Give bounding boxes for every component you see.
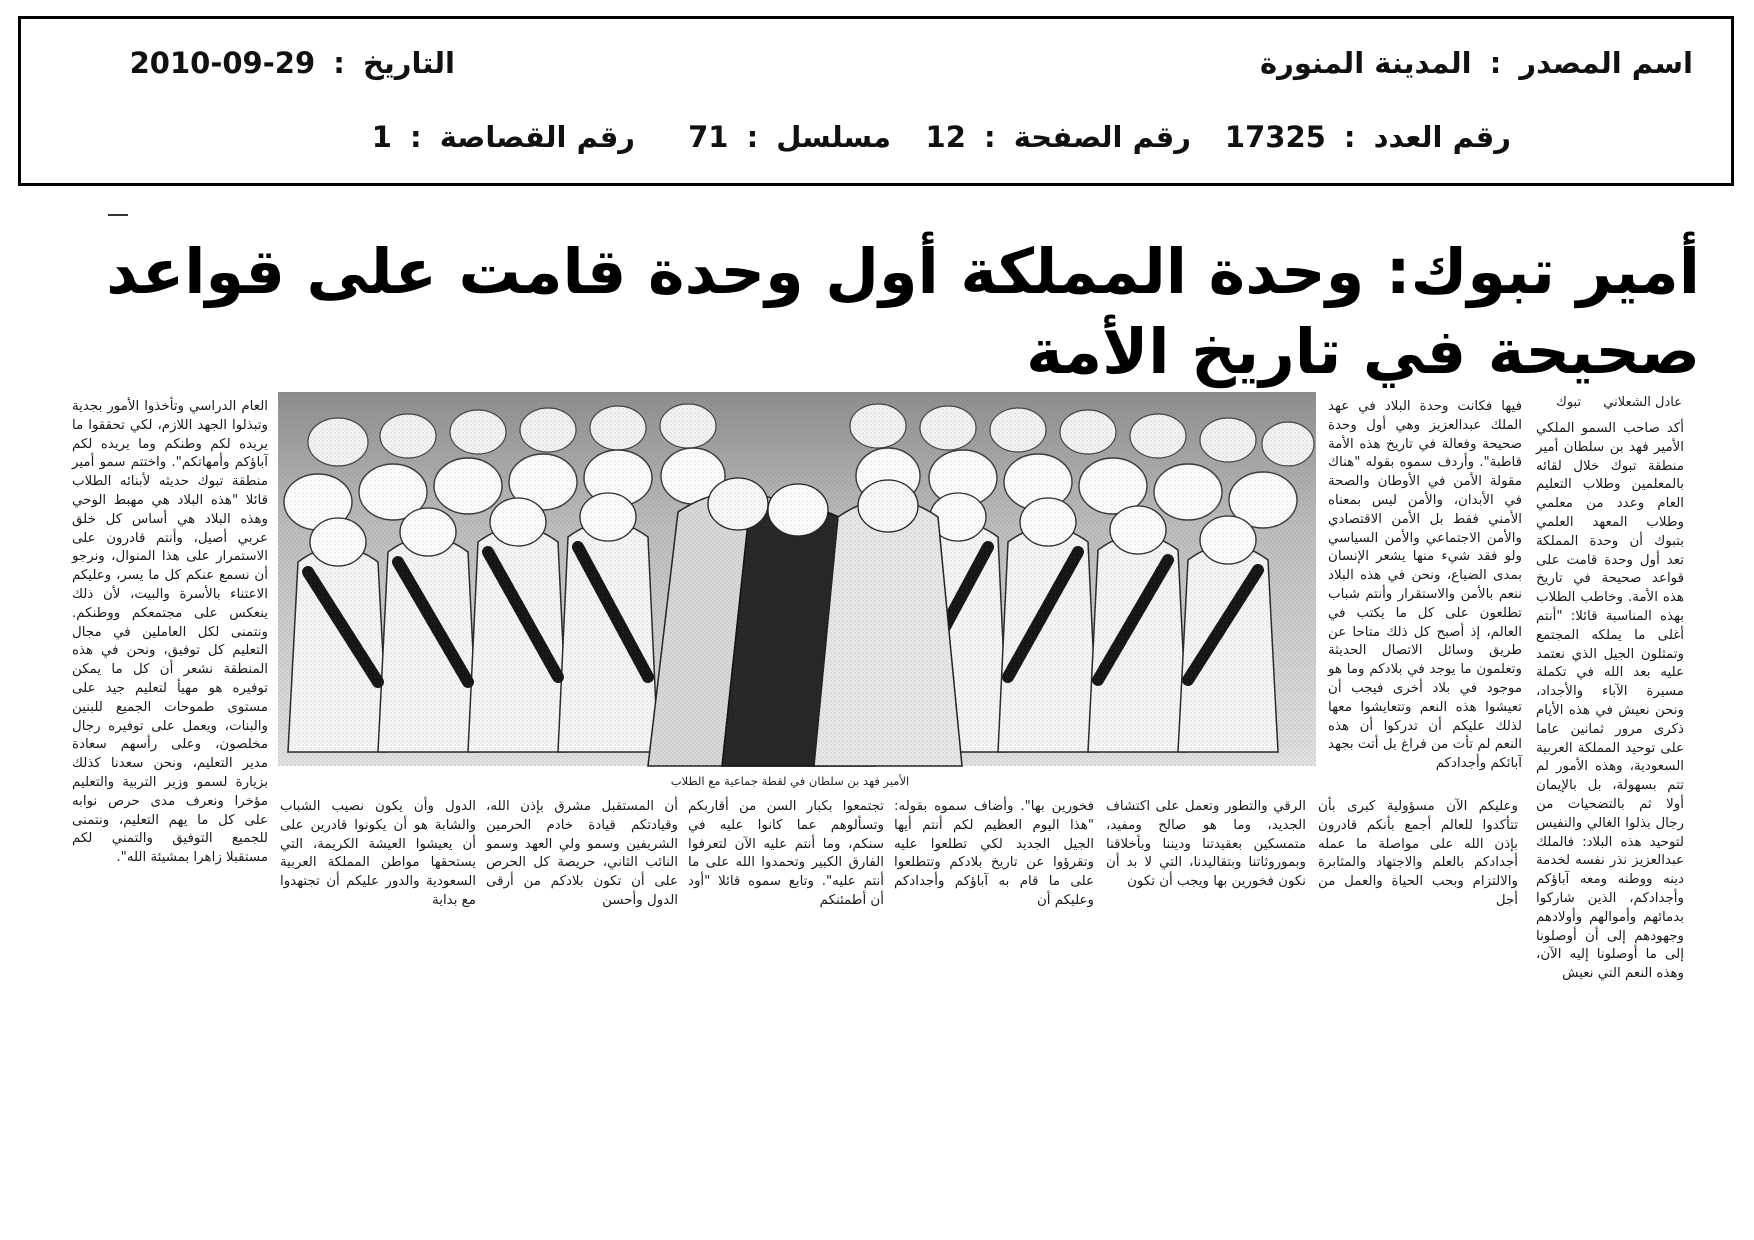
date-value: 2010-09-29: [129, 46, 316, 80]
column-text: العام الدراسي وتأخذوا الأمور بجدية وتبذلوا الجهد اللازم، لكي تحققوا ما يريده لكم وطنكم وما يريده لكم آباؤكم وأمهاتكم". واختتم سمو أمير منطقة تبوك حديثه لأبنائه الطلاب قائلا "هذه البلاد هي مهبط الوحي وهذه البلاد هي أساس كل خلق عربي أصيل، وأنتم قادرون على الاستمرار على هذا المنوال، ونرجو أن نسمع عنكم كل ما يسر، وعليكم الاعتناء بالأسرة والبيت، لأن ذلك ينعكس على مجتمعكم ووطنكم. ونتمنى لكل العاملين في مجال التعليم كل توفيق، ونحن في هذه المنطقة نشعر أن كل ما يمكن توفيره هو مهيأ لتعليم جيد على مستوى طموحات الجميع للبنين والبنات، ويعمل على توفيره رجال مخلصون، وعلى رأسهم سعادة مدير التعليم، ونحن سعدنا كذلك بزيارة لسمو وزير التربية والتعليم مؤخرا ونعرف مدى حرص نوابه على كل ما يهم التعليم، ونتمنى للجميع التوفيق والتمني لكم مستقبلا زاهرا بمشيئة الله".: [72, 399, 268, 866]
serial-value: 71: [688, 120, 729, 154]
article-column-1: [1536, 420, 1684, 982]
clip-separator: :: [409, 120, 422, 154]
clipping-metadata-box: [18, 16, 1734, 186]
article-column-3: [72, 398, 268, 896]
source-field: [1260, 43, 1693, 83]
bottom-column-1: [1318, 798, 1518, 908]
column-text: الرقي والتطور وتعمل على اكتشاف الجديد، وما هو صالح ومفيد، متمسكين بعقيدتنا وديننا وبأخلاقنا وبموروثاتنا وبتقاليدنا، التي لا بد أن نكون فخورين بها ويجب أن تكون: [1106, 799, 1306, 890]
source-label: اسم المصدر: [1519, 46, 1693, 80]
page-field: [926, 117, 1191, 157]
page-label: رقم الصفحة: [1013, 120, 1191, 154]
page-separator: :: [983, 120, 996, 154]
column-text: تجتمعوا بكبار السن من أقاربكم وتسألوهم عما كانوا عليه في سنكم، وما أنتم عليه الآن لتعرفوا الفارق الكبير وتحمدوا الله على ما أنتم عليه". وتابع سموه قائلا "أود أن أطمئنكم: [688, 799, 884, 908]
article-column-2: [1328, 398, 1522, 784]
bottom-column-4: [688, 798, 884, 908]
clip-label: رقم القصاصة: [439, 120, 635, 154]
column-text: الدول وأن يكون نصيب الشباب والشابة هو أن يكونوا قادرين على أن يعيشوا العيشة الكريمة، التي يستحقها مواطن المملكة العربية السعودية والدور عليكم أن تجتهدوا مع بداية: [280, 799, 476, 908]
serial-field: [688, 117, 891, 157]
serial-separator: :: [746, 120, 759, 154]
clip-field: [372, 117, 635, 157]
scan-mark: [108, 214, 128, 216]
serial-label: مسلسل: [776, 120, 891, 154]
photo-caption: الأمير فهد بن سلطان في لقطة جماعية مع الطلاب: [670, 774, 910, 788]
column-text: فخورين بها". وأضاف سموه بقوله: "هذا اليوم العظيم لكم أنتم أيها الجيل الجديد لكي تطلعوا عليه وتقرؤوا عن تاريخ بلادكم وتتطلعوا على ما قام به آباؤكم وأجدادكم وعليكم أن: [894, 799, 1094, 908]
clip-value: 1: [371, 120, 392, 154]
headline-line-2: صحيحة في تاريخ الأمة: [1026, 315, 1700, 388]
group-photo-image: [278, 392, 1316, 766]
issue-value: 17325: [1224, 120, 1326, 154]
page-value: 12: [925, 120, 966, 154]
date-separator: :: [333, 46, 345, 80]
bottom-column-5: [486, 798, 678, 908]
headline-line-1: أمير تبوك: وحدة المملكة أول وحدة قامت على قواعد: [106, 235, 1700, 308]
byline-city: تبوك: [1556, 395, 1582, 410]
group-photo: [278, 392, 1316, 766]
bottom-column-6: [280, 798, 476, 908]
column-text: أكد صاحب السمو الملكي الأمير فهد بن سلطان أمير منطقة تبوك خلال لقائه بالمعلمين وطلاب التعليم العام وعدد من معلمي وطلاب المعهد العلمي بتبوك أن وحدة المملكة تعد أول وحدة قامت على قواعد صحيحة في تاريخ هذه الأمة. وخاطب الطلاب بهذه المناسبة قائلا: "أنتم أغلى ما يملكه المجتمع وتمثلون الجيل الذي نعتمد عليه بعد الله في تكملة مسيرة الآباء والأجداد، ونحن نعيش في هذه الأيام ذكرى مرور ثمانين عاما على توحيد المملكة العربية السعودية، وهذه الأمور لم تتم بسهولة، بل بالإيمان أولا ثم بالتضحيات من رجال بذلوا الغالي والنفيس لتوحيد هذه البلاد: فالملك عبدالعزيز نذر نفسه لخدمة دينه ووطنه ومعه آباؤكم وأجدادكم، الذين شاركوا بدمائهم وأموالهم وأولادهم وجهودهم إلى أن أوصلونا إلى ما أوصلونا إليه الآن، وهذه النعم التي نعيش: [1536, 421, 1684, 982]
byline-author: عادل الشعلاني: [1603, 395, 1682, 410]
issue-field: [1225, 117, 1511, 157]
source-value: المدينة المنورة: [1260, 46, 1472, 80]
date-field: [130, 43, 455, 83]
meta-row-source: [21, 43, 1731, 83]
issue-label: رقم العدد: [1373, 120, 1511, 154]
column-text: وعليكم الآن مسؤولية كبرى بأن تتأكدوا للعالم أجمع بأنكم قادرون بإذن الله على مواصلة ما عمله أجدادكم بالعلم والاجتهاد والمثابرة والالتزام وبحب الحياة والعمل من أجل: [1318, 799, 1518, 908]
bottom-column-3: [894, 798, 1094, 908]
issue-separator: :: [1343, 120, 1356, 154]
column-text: أن المستقبل مشرق بإذن الله، وقيادتكم قيادة خادم الحرمين الشريفين وسمو ولي العهد وسمو النائب الثاني، حريصة كل الحرص على أن تكون بلادكم من أرقى الدول وأحسن: [486, 799, 678, 908]
source-separator: :: [1489, 46, 1502, 80]
date-label: التاريخ: [362, 46, 455, 80]
bottom-column-2: [1106, 798, 1306, 898]
column-text: فيها فكانت وحدة البلاد في عهد الملك عبدالعزيز وهي أول وحدة صحيحة وفعالة في تاريخ هذه الأمة قاطبة". وأردف سموه بقوله "هناك مقولة الأمن في الأوطان والصحة في الأبدان، والأمن ليس بمعناه الأمني فقط بل الأمن الاقتصادي والأمن الاجتماعي والأمن السياسي ولو فقد شيء منها يشعر الإنسان بمدى الضياع، ونحن في هذه البلاد ننعم بالأمن والاستقرار وأنتم شباب تطلعون على كل ما يكتب في العالم، إذ أصبح كل ذلك متاحا عن طريق وسائل الاتصال الحديثة وتعلمون ما يوجد في بلادكم وما هو موجود في بلاد أخرى فيجب أن تعيشوا هذه النعم وتتعايشوا معها لذلك عليكم أن تدركوا أن هذه النعم لم تأت من فراغ بل أتت بجهد آبائكم وأجدادكم: [1328, 399, 1522, 772]
meta-row-numbers: [21, 117, 1731, 157]
